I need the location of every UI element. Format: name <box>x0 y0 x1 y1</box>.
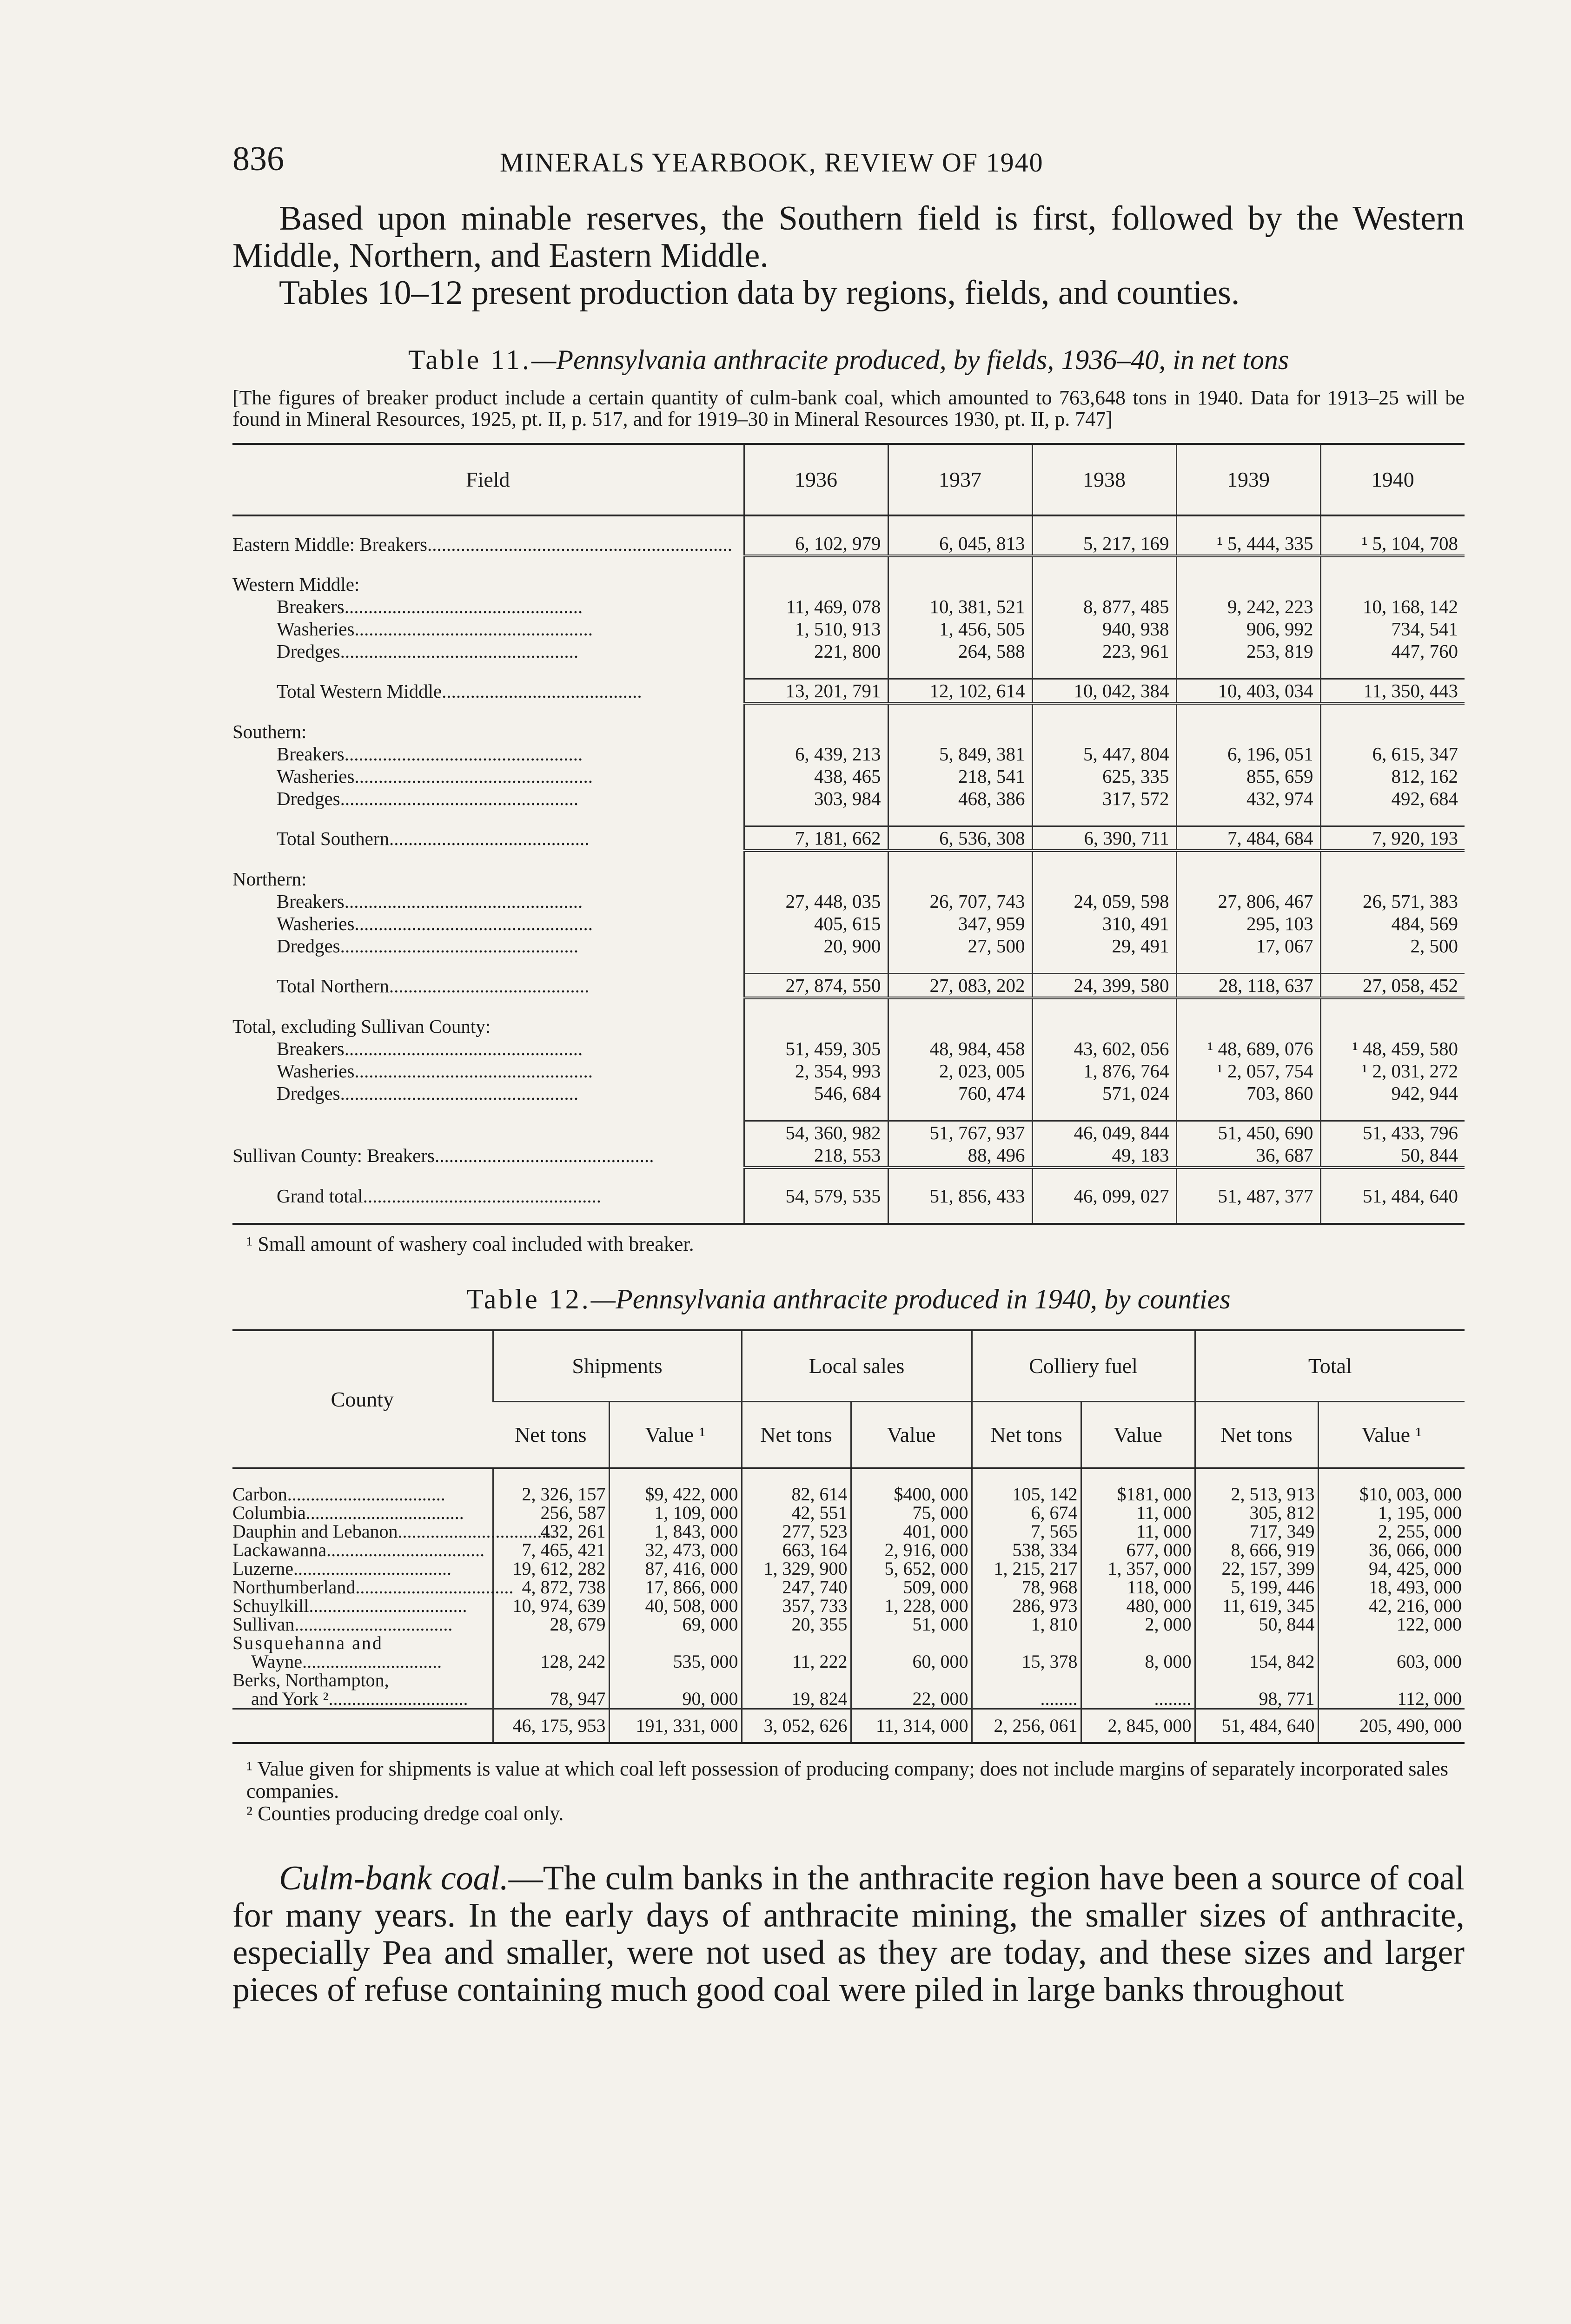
table12-total-row <box>232 1709 1465 1743</box>
cell: 94, 425, 000 <box>1318 1559 1465 1578</box>
cell: 10, 974, 639 <box>493 1597 609 1615</box>
table-row <box>232 1597 1465 1615</box>
col-header-1936: 1936 <box>744 444 888 515</box>
cell: 11, 222 <box>742 1634 851 1671</box>
cell: 1, 109, 000 <box>609 1504 742 1522</box>
cell: 6, 615, 347 812, 162 492, 684 <box>1320 743 1465 810</box>
cell: 51, 487, 377 <box>1176 1185 1320 1207</box>
col-header-1938: 1938 <box>1032 444 1176 515</box>
table-row <box>232 868 1465 890</box>
cell: 3, 052, 626 <box>742 1709 851 1743</box>
cell: 54, 360, 982 218, 553 <box>744 1121 888 1168</box>
cell: 17, 866, 000 <box>609 1578 742 1597</box>
cell: ........ <box>972 1671 1081 1709</box>
cell: 24, 399, 580 <box>1032 974 1176 998</box>
cell: 78, 968 <box>972 1578 1081 1597</box>
cell: 105, 142 <box>972 1485 1081 1504</box>
cell: ¹ 5, 444, 335 <box>1176 532 1320 556</box>
cell: 122, 000 <box>1318 1615 1465 1634</box>
cell: 677, 000 <box>1081 1541 1195 1559</box>
cell: 1, 357, 000 <box>1081 1559 1195 1578</box>
cell: 8, 666, 919 <box>1195 1541 1318 1559</box>
cell: 9, 242, 223 906, 992 253, 819 <box>1176 595 1320 662</box>
cell: 8, 000 <box>1081 1634 1195 1671</box>
table-row <box>232 1121 1465 1168</box>
cell: 27, 083, 202 <box>888 974 1032 998</box>
cell: 509, 000 <box>851 1578 972 1597</box>
cell: 1, 228, 000 <box>851 1597 972 1615</box>
cell: 27, 448, 035 405, 615 20, 900 <box>744 890 888 957</box>
row-label: Schuylkill.................................. <box>232 1595 467 1616</box>
table-row <box>232 1522 1465 1541</box>
cell: 2, 916, 000 <box>851 1541 972 1559</box>
cell: 51, 433, 796 50, 844 <box>1320 1121 1465 1168</box>
row-label: Sullivan.................................. <box>232 1614 453 1635</box>
cell: 22, 157, 399 <box>1195 1559 1318 1578</box>
cell: 90, 000 <box>609 1671 742 1709</box>
table-row <box>232 1615 1465 1634</box>
cell: 28, 679 <box>493 1615 609 1634</box>
cell: 6, 390, 711 <box>1032 826 1176 851</box>
cell: 603, 000 <box>1318 1634 1465 1671</box>
table-row <box>232 1541 1465 1559</box>
cell: 42, 216, 000 <box>1318 1597 1465 1615</box>
cell: 24, 059, 598 310, 491 29, 491 <box>1032 890 1176 957</box>
cell: 32, 473, 000 <box>609 1541 742 1559</box>
cell: 8, 877, 485 940, 938 223, 961 <box>1032 595 1176 662</box>
cell: 98, 771 <box>1195 1671 1318 1709</box>
cell: 1, 329, 900 <box>742 1559 851 1578</box>
cell: 50, 844 <box>1195 1615 1318 1634</box>
row-label: Lackawanna.................................. <box>232 1539 485 1560</box>
section-heading: Northern: <box>232 868 307 890</box>
culm-bank-paragraph <box>232 1860 1465 2008</box>
cell: 305, 812 <box>1195 1504 1318 1522</box>
cell: 535, 000 <box>609 1634 742 1671</box>
cell: 51, 459, 305 2, 354, 993 546, 684 <box>744 1037 888 1104</box>
cell: 11, 000 <box>1081 1522 1195 1541</box>
table-row <box>232 1037 1465 1104</box>
cell: 1, 810 <box>972 1615 1081 1634</box>
culm-bank-text: —The culm banks in the anthracite region have been a source of coal for many years. In the early days of anthracite mining, the smaller sizes of anthracite, especially Pea and smaller, were not used as they are today, and these sizes and larger pieces of refuse containing much good coal were piled in large banks throughout <box>232 1859 1465 2009</box>
cell: 1, 843, 000 <box>609 1522 742 1541</box>
culm-bank-lead: Culm-bank coal. <box>279 1859 509 1897</box>
col-header-1939: 1939 <box>1176 444 1320 515</box>
cell: 2, 255, 000 <box>1318 1522 1465 1541</box>
row-label: Northumberland.................................. <box>232 1577 514 1598</box>
cell: 286, 973 <box>972 1597 1081 1615</box>
cell: 112, 000 <box>1318 1671 1465 1709</box>
table-row <box>232 1485 1465 1504</box>
cell: 538, 334 <box>972 1541 1081 1559</box>
cell: 7, 484, 684 <box>1176 826 1320 851</box>
row-label: Total Northern.......................................... <box>277 975 590 997</box>
cell: 6, 536, 308 <box>888 826 1032 851</box>
cell: 19, 824 <box>742 1671 851 1709</box>
intro-paragraph-1: Based upon minable reserves, the Southern field is first, followed by the Western Middle, Northern, and Eastern Middle. <box>232 199 1465 275</box>
cell: 154, 842 <box>1195 1634 1318 1671</box>
cell: 717, 349 <box>1195 1522 1318 1541</box>
cell: 11, 619, 345 <box>1195 1597 1318 1615</box>
row-label: Breakers.................................................. Washeries.................................................. Dredges.................................................. <box>277 596 593 662</box>
col-header-field: Field <box>232 444 744 515</box>
cell: 480, 000 <box>1081 1597 1195 1615</box>
table11-label: Table 11. <box>408 344 531 375</box>
cell: 13, 201, 791 <box>744 679 888 704</box>
cell: 48, 984, 458 2, 023, 005 760, 474 <box>888 1037 1032 1104</box>
col-group-shipments: Shipments <box>493 1330 742 1402</box>
cell: 82, 614 <box>742 1485 851 1504</box>
table12-footnote-1: ¹ Value given for shipments is value at which coal left possession of producing company; does not include margins of separately incorporated sales companies. <box>246 1757 1448 1802</box>
table11-title <box>232 344 1465 376</box>
cell: 401, 000 <box>851 1522 972 1541</box>
table-row <box>232 1634 1465 1671</box>
cell: 128, 242 <box>493 1634 609 1671</box>
table12-body <box>232 1485 1465 1634</box>
cell: ¹ 48, 689, 076 ¹ 2, 057, 754 703, 860 <box>1176 1037 1320 1104</box>
cell: 118, 000 <box>1081 1578 1195 1597</box>
table-row <box>232 679 1465 704</box>
row-label: Carbon.................................. <box>232 1484 445 1505</box>
table-row <box>232 1185 1465 1207</box>
cell: 12, 102, 614 <box>888 679 1032 704</box>
col-header-net-tons: Net tons <box>972 1402 1081 1469</box>
col-group-local-sales: Local sales <box>742 1330 972 1402</box>
row-label: Luzerne.................................. <box>232 1558 452 1579</box>
cell: 51, 450, 690 36, 687 <box>1176 1121 1320 1168</box>
cell: 7, 181, 662 <box>744 826 888 851</box>
row-label: Susquehanna and Wayne.............................. <box>232 1632 442 1672</box>
cell: 6, 045, 813 <box>888 532 1032 556</box>
table12-title <box>232 1283 1465 1315</box>
cell: ¹ 5, 104, 708 <box>1320 532 1465 556</box>
row-label: Grand total.................................................. <box>277 1185 602 1207</box>
cell: 6, 102, 979 <box>744 532 888 556</box>
cell: 11, 314, 000 <box>851 1709 972 1743</box>
table11-footnote: ¹ Small amount of washery coal included with breaker. <box>246 1233 694 1255</box>
table-row <box>232 890 1465 957</box>
row-label: Breakers.................................................. Washeries.................................................. Dredges.................................................. <box>277 891 593 957</box>
table-row <box>232 1671 1465 1709</box>
cell: 78, 947 <box>493 1671 609 1709</box>
cell: 10, 042, 384 <box>1032 679 1176 704</box>
table12 <box>232 1329 1465 1744</box>
cell: 36, 066, 000 <box>1318 1541 1465 1559</box>
cell: 15, 378 <box>972 1634 1081 1671</box>
cell: ........ <box>1081 1671 1195 1709</box>
page-number: 836 <box>232 140 284 178</box>
cell: $9, 422, 000 <box>609 1485 742 1504</box>
col-header-value: Value <box>851 1402 972 1469</box>
cell: 28, 118, 637 <box>1176 974 1320 998</box>
section-heading: Western Middle: <box>232 574 360 595</box>
cell: 5, 217, 169 <box>1032 532 1176 556</box>
cell: 191, 331, 000 <box>609 1709 742 1743</box>
cell: 5, 652, 000 <box>851 1559 972 1578</box>
cell: 6, 674 <box>972 1504 1081 1522</box>
cell: 42, 551 <box>742 1504 851 1522</box>
cell: $10, 003, 000 <box>1318 1485 1465 1504</box>
table-row <box>232 595 1465 662</box>
cell: 26, 707, 743 347, 959 27, 500 <box>888 890 1032 957</box>
cell: 22, 000 <box>851 1671 972 1709</box>
cell: 5, 447, 804 625, 335 317, 572 <box>1032 743 1176 810</box>
cell: $400, 000 <box>851 1485 972 1504</box>
row-label: Dauphin and Lebanon.................................. <box>232 1521 556 1542</box>
cell: 2, 256, 061 <box>972 1709 1081 1743</box>
section-heading: Southern: <box>232 721 307 742</box>
cell: 46, 049, 844 49, 183 <box>1032 1121 1176 1168</box>
cell: 7, 565 <box>972 1522 1081 1541</box>
intro-paragraph-2: Tables 10–12 present production data by regions, fields, and counties. <box>279 274 1240 312</box>
table-row <box>232 743 1465 810</box>
cell: 40, 508, 000 <box>609 1597 742 1615</box>
row-label: Total Southern.......................................... <box>277 827 590 849</box>
cell: 19, 612, 282 <box>493 1559 609 1578</box>
cell: 43, 602, 056 1, 876, 764 571, 024 <box>1032 1037 1176 1104</box>
cell: 1, 195, 000 <box>1318 1504 1465 1522</box>
cell: 663, 164 <box>742 1541 851 1559</box>
table12-label: Table 12. <box>466 1284 591 1314</box>
cell: 277, 523 <box>742 1522 851 1541</box>
cell: 5, 849, 381 218, 541 468, 386 <box>888 743 1032 810</box>
running-title: MINERALS YEARBOOK, REVIEW OF 1940 <box>500 147 1044 178</box>
table11-caption: —Pennsylvania anthracite produced, by fields, 1936–40, in net tons <box>531 344 1289 375</box>
cell: 5, 199, 446 <box>1195 1578 1318 1597</box>
cell: 11, 469, 078 1, 510, 913 221, 800 <box>744 595 888 662</box>
cell: ¹ 48, 459, 580 ¹ 2, 031, 272 942, 944 <box>1320 1037 1465 1104</box>
cell: 247, 740 <box>742 1578 851 1597</box>
row-label: Berks, Northampton, and York ².............................. <box>232 1670 468 1709</box>
section-heading: Total, excluding Sullivan County: <box>232 1016 491 1037</box>
table-row <box>232 720 1465 743</box>
cell: 27, 806, 467 295, 103 17, 067 <box>1176 890 1320 957</box>
cell: 1, 215, 217 <box>972 1559 1081 1578</box>
cell: 10, 168, 142 734, 541 447, 760 <box>1320 595 1465 662</box>
cell: 46, 099, 027 <box>1032 1185 1176 1207</box>
cell: 11, 350, 443 <box>1320 679 1465 704</box>
col-header-1937: 1937 <box>888 444 1032 515</box>
table-row <box>232 974 1465 998</box>
col-header-net-tons: Net tons <box>493 1402 609 1469</box>
cell: 60, 000 <box>851 1634 972 1671</box>
cell: 10, 381, 521 1, 456, 505 264, 588 <box>888 595 1032 662</box>
cell: 2, 000 <box>1081 1615 1195 1634</box>
cell: 27, 874, 550 <box>744 974 888 998</box>
row-label: Breakers.................................................. Washeries.................................................. Dredges.................................................. <box>277 1038 593 1104</box>
table11-headnote: [The figures of breaker product include a certain quantity of culm-bank coal, which amounted to 763,648 tons in 1940. Data for 1913–25 will be found in Mineral Resources, 1925, pt. II, p. 517, and for 1919–30 in Mineral Resources 1930, pt. II, p. 747] <box>232 386 1465 430</box>
cell: 75, 000 <box>851 1504 972 1522</box>
row-label: Breakers.................................................. Washeries.................................................. Dredges.................................................. <box>277 743 593 809</box>
cell: 7, 920, 193 <box>1320 826 1465 851</box>
cell: 51, 484, 640 <box>1320 1185 1465 1207</box>
cell: 2, 326, 157 <box>493 1485 609 1504</box>
col-header-value: Value ¹ <box>609 1402 742 1469</box>
col-header-net-tons: Net tons <box>1195 1402 1318 1469</box>
cell: 2, 513, 913 <box>1195 1485 1318 1504</box>
cell: 51, 856, 433 <box>888 1185 1032 1207</box>
cell: 6, 196, 051 855, 659 432, 974 <box>1176 743 1320 810</box>
page <box>232 139 1465 2008</box>
table-row <box>232 1015 1465 1037</box>
cell: 87, 416, 000 <box>609 1559 742 1578</box>
table-row <box>232 1559 1465 1578</box>
table-row <box>232 1504 1465 1522</box>
table-row <box>232 573 1465 595</box>
cell: 20, 355 <box>742 1615 851 1634</box>
cell: 2, 845, 000 <box>1081 1709 1195 1743</box>
col-group-total: Total <box>1195 1330 1465 1402</box>
row-label: Eastern Middle: Breakers................................................................ <box>232 533 732 555</box>
col-header-county: County <box>232 1330 493 1468</box>
running-header <box>232 139 1465 191</box>
table11 <box>232 443 1465 1225</box>
col-header-value: Value <box>1081 1402 1195 1469</box>
col-header-value: Value ¹ <box>1318 1402 1465 1469</box>
cell: 26, 571, 383 484, 569 2, 500 <box>1320 890 1465 957</box>
cell: 51, 767, 937 88, 496 <box>888 1121 1032 1168</box>
cell: 4, 872, 738 <box>493 1578 609 1597</box>
cell: 11, 000 <box>1081 1504 1195 1522</box>
cell: 27, 058, 452 <box>1320 974 1465 998</box>
col-header-net-tons: Net tons <box>742 1402 851 1469</box>
row-label: Columbia.................................. <box>232 1502 464 1523</box>
row-label: Sullivan County: Breakers.............................................. <box>232 1144 654 1166</box>
table12-group-header-row <box>232 1330 1465 1402</box>
cell: 6, 439, 213 438, 465 303, 984 <box>744 743 888 810</box>
cell: 10, 403, 034 <box>1176 679 1320 704</box>
cell: 54, 579, 535 <box>744 1185 888 1207</box>
row-label <box>232 1709 493 1743</box>
cell: 18, 493, 000 <box>1318 1578 1465 1597</box>
cell: 51, 484, 640 <box>1195 1709 1318 1743</box>
cell: $181, 000 <box>1081 1485 1195 1504</box>
table-row <box>232 532 1465 556</box>
cell: 205, 490, 000 <box>1318 1709 1465 1743</box>
table-row <box>232 1578 1465 1597</box>
cell: 256, 587 <box>493 1504 609 1522</box>
row-label: Total Western Middle.......................................... <box>277 680 642 702</box>
table12-footnote-2: ² Counties producing dredge coal only. <box>246 1802 564 1825</box>
cell: 51, 000 <box>851 1615 972 1634</box>
col-header-1940: 1940 <box>1320 444 1465 515</box>
cell: 432, 261 <box>493 1522 609 1541</box>
cell: 69, 000 <box>609 1615 742 1634</box>
cell: 357, 733 <box>742 1597 851 1615</box>
table12-caption: —Pennsylvania anthracite produced in 1940, by counties <box>590 1284 1231 1314</box>
table11-header-row <box>232 444 1465 515</box>
cell: 46, 175, 953 <box>493 1709 609 1743</box>
cell: 7, 465, 421 <box>493 1541 609 1559</box>
table-row <box>232 826 1465 851</box>
col-group-colliery-fuel: Colliery fuel <box>972 1330 1195 1402</box>
